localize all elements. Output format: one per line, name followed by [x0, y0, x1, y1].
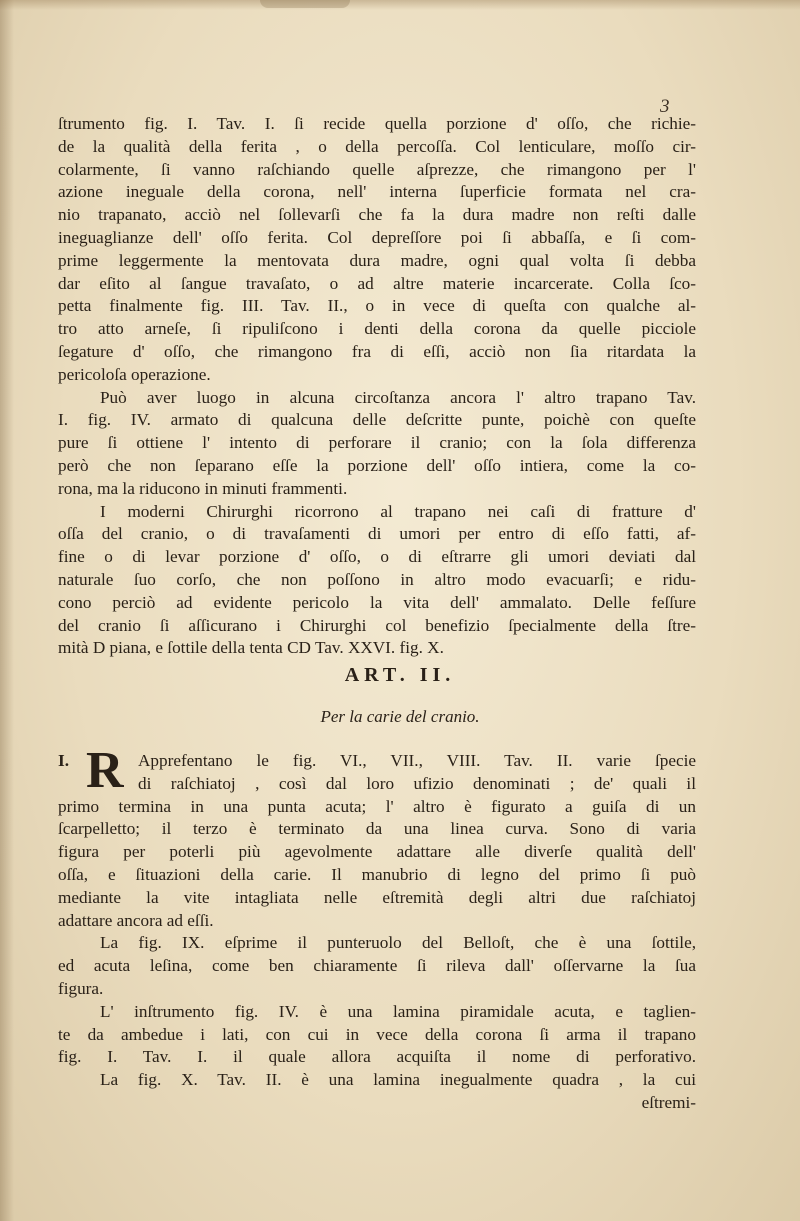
- text-line: azione ineguale della corona, nell' interna ſuperficie formata nel cra-: [58, 182, 696, 202]
- text-line: figura per poterli più agevolmente adattare alle diverſe qualità dell': [58, 842, 696, 862]
- text-line: nio trapanato, acciò nel ſollevarſi che fa la dura madre non reſti dalle: [58, 205, 696, 225]
- text-line: ſcarpelletto; il terzo è terminato da una linea curva. Sono di varia: [58, 819, 696, 839]
- text-line: prime leggermente la mentovata dura madre, ogni qual volta ſi debba: [58, 250, 696, 270]
- page-number: 3: [660, 96, 670, 117]
- text-line: colarmente, ſi vanno raſchiando quelle aſprezze, che rimangono per l': [58, 159, 696, 179]
- text-line: tro atto arneſe, ſi ripuliſcono i denti della corona da quelle picciole: [58, 319, 696, 339]
- text-line: figura.: [58, 978, 104, 998]
- text-line: fig. I. Tav. I. il quale allora acquiſta il nome di perforativo.: [58, 1047, 696, 1067]
- text-line: ſegature d' oſſo, che rimangono fra di eſſi, acciò non ſia ritardata la: [58, 341, 696, 361]
- dropcap-block: [58, 742, 696, 799]
- text-line: I moderni Chirurghi ricorrono al trapano nei caſi di fratture d': [100, 501, 696, 521]
- text-line: petta finalmente fig. III. Tav. II., o in vece di queſta con qualche al-: [58, 296, 696, 316]
- text-line: La fig. X. Tav. II. è una lamina inegualmente quadra , la cui: [100, 1070, 696, 1090]
- article-subtitle: Per la carie del cranio.: [320, 707, 480, 726]
- page-edge-shadow: [0, 0, 14, 1221]
- text-line: oſſa del cranio, o di travaſamenti di umori per entro di eſſo fatti, af-: [58, 524, 696, 544]
- text-line: de la qualità della ferita , o della percoſſa. Col lenticulare, moſſo cir-: [58, 136, 696, 156]
- text-line: però che non ſeparano eſſe la porzione dell' oſſo intiera, come la co-: [58, 455, 696, 475]
- text-line: Può aver luogo in alcuna circoſtanza ancora l' altro trapano Tav.: [100, 387, 696, 407]
- drop-capital: R: [86, 742, 124, 799]
- text-line: cono perciò ad evidente pericolo la vita dell' ammalato. Delle feſſure: [58, 592, 696, 612]
- text-line: fine o di levar porzione d' oſſo, o di eſtrarre gli umori deviati dal: [58, 547, 696, 567]
- text-line: L' inſtrumento fig. IV. è una lamina piramidale acuta, e taglien-: [100, 1001, 696, 1021]
- text-line: oſſa, e ſituazioni della carie. Il manubrio di legno del primo ſi può: [58, 864, 696, 884]
- text-line: mità D piana, e ſottile della tenta CD Tav. XXVI. fig. X.: [58, 638, 444, 658]
- section-2-body: [58, 742, 696, 1115]
- text-line: mediante la vite intagliata nelle eſtremità degli altri due raſchiatoj: [58, 887, 696, 907]
- text-line: ineguaglianze dell' oſſo ferita. Col depreſſore poi ſi abbaſſa, e ſi com-: [58, 227, 696, 247]
- text-line: pure ſi ottiene l' intento di perforare il cranio; con la ſola differenza: [58, 433, 696, 453]
- text-line: primo termina in una punta acuta; l' altro è figurato a guiſa di un: [58, 796, 696, 816]
- catchword: eſtremi-: [641, 1092, 696, 1112]
- text-line: dar eſito al ſangue travaſato, o ad altre materie incarcerate. Colla ſco-: [58, 273, 696, 293]
- text-line: naturale ſuo corſo, che non poſſono in altro modo evacuarſi; e ridu-: [58, 569, 696, 589]
- section-1-body: [58, 113, 696, 660]
- page-top-shadow: [0, 0, 800, 10]
- text-line: te da ambedue i lati, con cui in vece della corona ſi arma il trapano: [58, 1024, 696, 1044]
- paragraph-number: I.: [58, 751, 69, 770]
- text-line: rona, ma la riducono in minuti frammenti.: [58, 478, 348, 498]
- text-line: del cranio ſi aſſicurano i Chirurghi col benefizio ſpecialmente della ſtre-: [58, 615, 696, 635]
- text-line: ſtrumento fig. I. Tav. I. ſi recide quella porzione d' oſſo, che richie-: [58, 114, 696, 133]
- text-line: Apprefentano le fig. VI., VII., VIII. Tav. II. varie ſpecie: [138, 751, 696, 770]
- text-line: I. fig. IV. armato di qualcuna delle deſcritte punte, poichè con queſte: [58, 410, 696, 430]
- text-line: ed acuta leſina, come ben chiaramente ſi rileva dall' oſſervarne la ſua: [58, 956, 696, 976]
- article-title: ART. II.: [344, 664, 456, 686]
- text-line: di raſchiatoj , così dal loro ufizio denominati ; de' quali il: [138, 773, 696, 793]
- text-line: pericoloſa operazione.: [58, 364, 211, 384]
- text-line: La fig. IX. eſprime il punteruolo del Belloſt, che è una ſottile,: [100, 933, 696, 953]
- text-line: adattare ancora ad eſſi.: [58, 910, 214, 930]
- paper-stain: [260, 0, 350, 8]
